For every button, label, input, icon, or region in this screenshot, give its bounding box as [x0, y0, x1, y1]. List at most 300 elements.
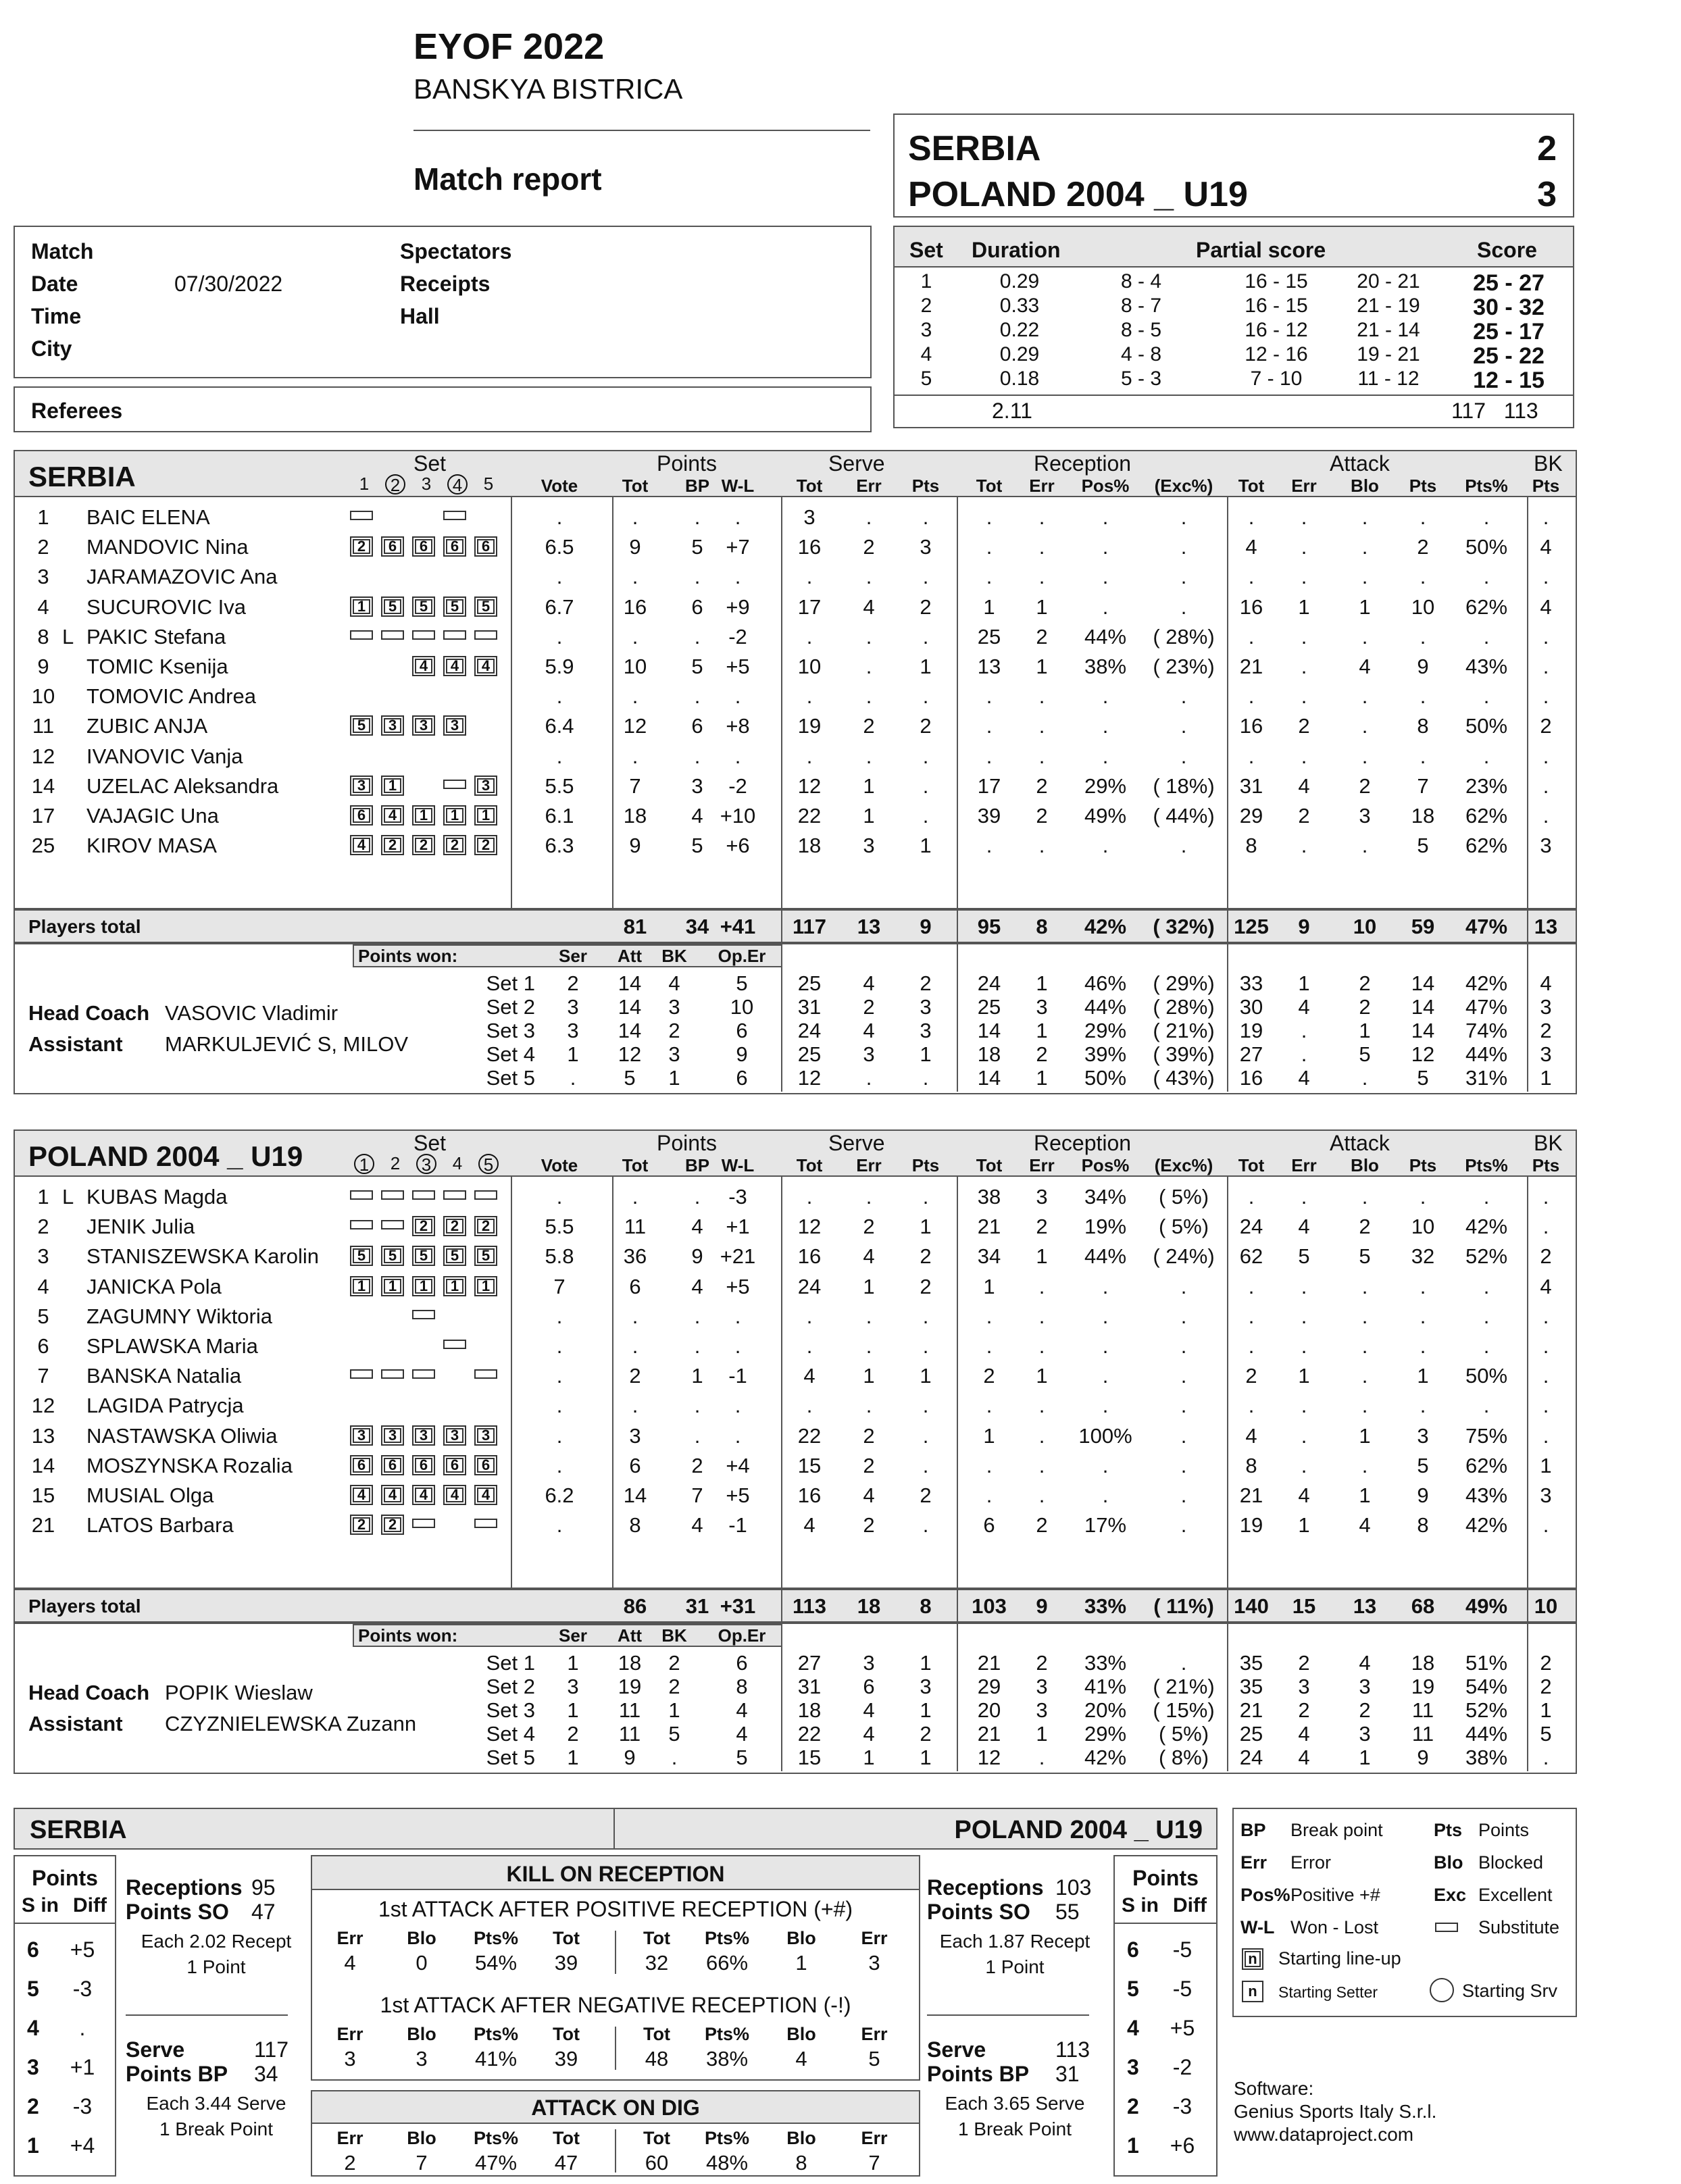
stat-cell: -3	[728, 1185, 747, 1209]
stat-cell: 19	[1239, 1513, 1263, 1538]
starting-position: 3	[412, 715, 435, 736]
stat-cell: .	[1038, 505, 1045, 529]
stat-cell: 3	[1540, 834, 1552, 858]
set-row-cell: 5	[736, 971, 748, 995]
stat-cell: .	[1301, 1394, 1307, 1418]
set-cell: 20 - 21	[1357, 270, 1420, 293]
summary-team-b: POLAND 2004 _ U19	[954, 1816, 1203, 1844]
b-each-recept: Each 1.87 Recept	[939, 1931, 1090, 1952]
stat-cell: +21	[720, 1244, 756, 1269]
set-row-cell: 21	[1239, 1698, 1263, 1722]
stat-cell: +6	[726, 834, 750, 858]
player-name: ZUBIC ANJA	[86, 714, 208, 738]
stat-cell: .	[556, 1364, 563, 1388]
a-receptions-value: 95	[251, 1875, 276, 1900]
libero-mark: L	[62, 1185, 74, 1209]
player-name: SUCUROVIC Iva	[86, 594, 246, 619]
stat-cell: .	[922, 1513, 929, 1538]
points-won-label: Points won:	[358, 1625, 458, 1646]
stat-cell: 1	[920, 655, 932, 678]
a-pointsso-value: 47	[251, 1900, 276, 1924]
starting-position: 5	[412, 1246, 435, 1266]
stat-cell: .	[1180, 744, 1187, 768]
set-number: 5	[483, 474, 494, 494]
substitute-mark	[474, 1519, 497, 1528]
stat-cell: 2	[1298, 714, 1310, 738]
col-header-tot: Tot	[1238, 476, 1265, 496]
stat-cell: 4	[863, 594, 875, 619]
kill-value: 3	[868, 1951, 880, 1975]
set-cell: 11 - 12	[1357, 367, 1420, 390]
set-row-cell: ( 5%)	[1158, 1722, 1209, 1746]
attack-header: Attack	[1330, 451, 1390, 476]
stat-cell: 22	[797, 804, 822, 828]
stat-cell: .	[1301, 684, 1307, 709]
set-row-cell: 12	[618, 1042, 642, 1066]
player-name: ZAGUMNY Wiktoria	[86, 1304, 273, 1328]
stat-cell: .	[1248, 1334, 1255, 1358]
stat-cell: .	[556, 1304, 563, 1328]
stat-cell: 4	[803, 1364, 816, 1388]
stat-cell: ( 5%)	[1158, 1215, 1209, 1239]
substitute-mark	[412, 1190, 435, 1200]
stat-cell: 7	[553, 1274, 566, 1298]
stat-cell: ( 5%)	[1158, 1185, 1209, 1209]
set-cell: 4	[920, 343, 932, 365]
stat-cell: .	[1180, 505, 1187, 529]
col-header-pts: Pts	[1532, 1155, 1560, 1175]
stat-cell: 12	[797, 1215, 822, 1239]
stat-cell: 2	[1359, 773, 1371, 798]
set-row-cell: 16	[1239, 1066, 1263, 1090]
legend-desc: Excellent	[1478, 1885, 1553, 1905]
set-row-cell: 47%	[1465, 995, 1508, 1019]
stat-cell: 4	[1540, 594, 1552, 619]
stat-cell: 6	[983, 1513, 995, 1538]
total-cell: 9	[920, 915, 932, 938]
total-cell: 9	[1298, 915, 1310, 938]
set-cell: 0.29	[999, 270, 1040, 293]
b-pointsso-value: 55	[1055, 1900, 1080, 1924]
starting-position: 5	[443, 596, 466, 617]
starting-position: 6	[350, 805, 373, 826]
software-url: www.dataproject.com	[1234, 2124, 1414, 2145]
stat-cell: .	[734, 1334, 741, 1358]
kill-col-header: Pts%	[704, 1928, 750, 1948]
stat-cell: .	[922, 565, 929, 589]
set-row-cell: 1	[1540, 1066, 1552, 1090]
a-serve-value: 117	[254, 2037, 289, 2062]
stat-cell: .	[1420, 1185, 1426, 1209]
stat-cell: 19%	[1084, 1215, 1127, 1239]
set-row-cell: .	[1180, 1651, 1187, 1675]
starting-position: 5	[350, 715, 373, 736]
substitute-mark	[412, 630, 435, 640]
set-row-cell: 3	[920, 1675, 932, 1698]
hall-label: Hall	[400, 304, 440, 328]
set-row-cell: 4	[863, 1698, 875, 1722]
set-row-cell: 2	[1298, 1698, 1310, 1722]
stat-cell: 1	[1036, 655, 1048, 678]
serve-header: Serve	[828, 1131, 885, 1155]
head-coach-name: POPIK Wieslaw	[165, 1681, 313, 1704]
legend-abbr: Pts	[1434, 1820, 1463, 1840]
starting-position: 1	[474, 805, 497, 826]
stat-cell: 2	[863, 535, 875, 559]
stat-cell: .	[986, 714, 993, 738]
player-number: 25	[31, 834, 55, 858]
player-name: LATOS Barbara	[86, 1513, 234, 1538]
stat-cell: -1	[728, 1513, 747, 1538]
stat-cell: .	[1301, 1274, 1307, 1298]
starting-position: 1	[412, 1276, 435, 1296]
rotation-number: 2	[1127, 2094, 1139, 2118]
stat-cell: .	[734, 744, 741, 768]
a-serve-label: Serve	[126, 2037, 185, 2062]
set-score: 25 - 22	[1473, 343, 1545, 369]
players-total-label: Players total	[28, 1596, 141, 1617]
col-header-vote: Vote	[541, 476, 578, 496]
set-row-cell: 24	[977, 971, 1001, 995]
stat-cell: .	[806, 624, 813, 649]
stat-cell: .	[694, 1185, 701, 1209]
set-row-cell: 6	[736, 1651, 748, 1675]
report-title: Match report	[413, 161, 602, 197]
col-header-pos: Pos%	[1081, 1155, 1130, 1175]
legend-desc: Blocked	[1478, 1852, 1544, 1873]
stat-cell: 5	[691, 535, 703, 559]
total-cell: 18	[857, 1594, 881, 1618]
set-cell: 3	[920, 319, 932, 341]
set-row-cell: 44%	[1084, 995, 1127, 1019]
b-pointsso-label: Points SO	[927, 1900, 1030, 1924]
rotation-diff: -2	[1172, 2055, 1193, 2079]
city-label: City	[31, 336, 72, 361]
set-row-cell: 19	[618, 1675, 642, 1698]
stat-cell: .	[1361, 1394, 1368, 1418]
stat-cell: 1	[863, 804, 875, 828]
stat-cell: .	[734, 684, 741, 709]
set-row-cell: 6	[863, 1675, 875, 1698]
legend-desc: Break point	[1290, 1820, 1383, 1840]
starting-position: 4	[443, 656, 466, 676]
set-row-label: Set 2	[486, 1675, 535, 1698]
referees-box	[14, 386, 872, 432]
sets-total-score: 117 113	[1451, 399, 1538, 423]
set-row-cell: 31	[797, 995, 822, 1019]
set-row-cell: 42%	[1465, 971, 1508, 995]
stat-cell: 8	[629, 1513, 641, 1538]
substitute-mark	[381, 630, 404, 640]
set-row-cell: ( 8%)	[1158, 1746, 1209, 1769]
stat-cell: .	[1483, 744, 1490, 768]
starting-position: 4	[350, 1485, 373, 1505]
a-one-point: 1 Point	[186, 1956, 246, 1977]
set-row-cell: 1	[567, 1746, 579, 1769]
stat-cell: .	[1248, 744, 1255, 768]
stat-cell: .	[694, 1423, 701, 1448]
kill-col-header: Pts%	[704, 2024, 750, 2044]
set-row-cell: 39%	[1084, 1042, 1127, 1066]
col-header-tot: Tot	[1238, 1155, 1265, 1175]
starting-position: 1	[412, 805, 435, 826]
column-divider	[1227, 909, 1228, 943]
set-row-cell: 1	[1298, 971, 1310, 995]
stat-cell: .	[922, 1453, 929, 1477]
dig-value: 7	[416, 2151, 428, 2175]
stat-cell: .	[986, 505, 993, 529]
set-row-cell: 22	[797, 1722, 822, 1746]
sets-total-duration: 2.11	[992, 399, 1032, 423]
column-divider	[957, 1646, 958, 1771]
stat-cell: .	[556, 1513, 563, 1538]
stat-cell: .	[1542, 1364, 1549, 1388]
stat-cell: 24	[1239, 1215, 1263, 1239]
dig-col-header: Err	[861, 2128, 888, 2148]
rotation-box-poland	[1113, 1855, 1218, 2177]
stat-cell: 21	[1239, 1483, 1263, 1507]
stat-cell: .	[806, 744, 813, 768]
rotation-points-label: Points	[1132, 1866, 1199, 1890]
dig-value: 8	[795, 2151, 807, 2175]
starting-position: 6	[412, 1455, 435, 1475]
column-divider	[1527, 1589, 1528, 1623]
stat-cell: .	[1420, 505, 1426, 529]
b-pointsbp-label: Points BP	[927, 2062, 1030, 2086]
a-each-recept: Each 2.02 Recept	[141, 1931, 292, 1952]
stat-cell: 1	[1298, 594, 1310, 619]
set-row-cell: 44%	[1465, 1042, 1508, 1066]
substitute-mark	[474, 630, 497, 640]
stat-cell: .	[1180, 1334, 1187, 1358]
set-row-cell: 1	[567, 1651, 579, 1675]
stat-cell: 14	[623, 1483, 647, 1507]
col-header-blo: Blo	[1351, 476, 1379, 496]
set-row-cell: 4	[863, 1722, 875, 1746]
stat-cell: 42%	[1465, 1513, 1508, 1538]
column-divider	[957, 966, 958, 1092]
stat-cell: 4	[863, 1483, 875, 1507]
kill-col-header: Tot	[553, 1928, 580, 1948]
player-name: UZELAC Aleksandra	[86, 773, 279, 798]
date-value: 07/30/2022	[174, 272, 283, 296]
stat-cell: .	[1361, 744, 1368, 768]
dig-title: ATTACK ON DIG	[531, 2096, 700, 2120]
stat-cell: 4	[691, 1513, 703, 1538]
stat-cell: .	[632, 505, 638, 529]
starting-position: 2	[443, 1216, 466, 1236]
set-row-cell: 42%	[1084, 1746, 1127, 1769]
stat-cell: .	[1180, 684, 1187, 709]
stat-cell: 2	[863, 1513, 875, 1538]
stat-cell: .	[1180, 834, 1187, 858]
stat-cell: ( 23%)	[1153, 655, 1215, 678]
player-name: KIROV MASA	[86, 834, 217, 858]
stat-cell: .	[1361, 624, 1368, 649]
stat-cell: .	[865, 744, 872, 768]
total-cell: 103	[972, 1594, 1007, 1618]
stat-cell: 18	[623, 804, 647, 828]
starting-position: 3	[412, 1425, 435, 1446]
set-row-cell: 9	[736, 1042, 748, 1066]
stat-cell: .	[922, 773, 929, 798]
column-divider	[1527, 1646, 1528, 1771]
stat-cell: 16	[797, 535, 822, 559]
kill-value: 5	[868, 2047, 880, 2071]
stat-cell: 62%	[1465, 1453, 1508, 1477]
stat-cell: 1	[1298, 1513, 1310, 1538]
kill-value: 38%	[705, 2047, 749, 2071]
set-row-cell: 3	[668, 995, 680, 1019]
column-divider	[1527, 966, 1528, 1092]
stat-cell: .	[1102, 1364, 1109, 1388]
player-name: MANDOVIC Nina	[86, 535, 249, 559]
stat-cell: .	[1361, 714, 1368, 738]
b-one-point: 1 Point	[985, 1956, 1045, 1977]
stat-cell: 6.7	[545, 594, 574, 619]
column-divider	[1527, 909, 1528, 943]
set-score: 25 - 17	[1473, 319, 1545, 345]
legend-desc: Positive +#	[1290, 1885, 1380, 1905]
starting-position: 2	[443, 835, 466, 855]
stat-cell: 44%	[1084, 624, 1127, 649]
stat-cell: 2	[1036, 1513, 1048, 1538]
set-row-cell: 14	[618, 971, 642, 995]
stat-cell: 16	[797, 1244, 822, 1269]
stat-cell: +10	[720, 804, 756, 828]
rotation-divider	[1115, 1923, 1216, 1924]
stat-cell: 13	[977, 655, 1001, 678]
stat-cell: .	[1542, 1513, 1549, 1538]
stat-cell: ( 28%)	[1153, 624, 1215, 649]
col-header-pts: Pts	[1409, 1155, 1437, 1175]
stat-cell: .	[1420, 1394, 1426, 1418]
kill-col-header: Err	[336, 2024, 363, 2044]
stat-cell: 5.5	[545, 773, 574, 798]
set-row-cell: ( 39%)	[1153, 1042, 1215, 1066]
set-row-cell: 3	[1036, 1698, 1048, 1722]
referees-label: Referees	[31, 399, 123, 423]
col-header-tot: Tot	[796, 476, 823, 496]
set-row-cell: 33%	[1084, 1651, 1127, 1675]
set-row-cell: 2	[863, 995, 875, 1019]
stat-cell: 3	[863, 834, 875, 858]
set-row-label: Set 3	[486, 1698, 535, 1722]
set-number: 4	[452, 1153, 463, 1173]
stat-cell: 1	[1540, 1453, 1552, 1477]
starting-position: 1	[381, 776, 404, 796]
ser-header: Ser	[559, 1625, 587, 1646]
set-number: 1	[359, 474, 370, 494]
starting-position: 2	[412, 1216, 435, 1236]
legend-setter-box: n	[1242, 1981, 1263, 2002]
stat-cell: 4	[863, 1244, 875, 1269]
set-row-cell: 2	[567, 1722, 579, 1746]
stat-cell: 2	[1245, 1364, 1257, 1388]
stat-cell: .	[986, 834, 993, 858]
time-label: Time	[31, 304, 82, 328]
set-row-cell: 30	[1239, 995, 1263, 1019]
stat-cell: 5	[691, 655, 703, 678]
stat-cell: .	[1180, 565, 1187, 589]
stat-cell: .	[1361, 535, 1368, 559]
starting-position: 3	[381, 1425, 404, 1446]
legend-starting-lineup: Starting line-up	[1278, 1948, 1401, 1969]
stat-cell: 2	[863, 1423, 875, 1448]
stat-cell: .	[1361, 1334, 1368, 1358]
set-row-cell: 1	[920, 1042, 932, 1066]
stat-cell: .	[1102, 714, 1109, 738]
set-row-cell: 1	[1036, 1066, 1048, 1090]
col-header-wl: W-L	[721, 1155, 755, 1175]
set-row-cell: 1	[668, 1698, 680, 1722]
kill-col-header: Tot	[553, 2024, 580, 2044]
stat-cell: 29%	[1084, 773, 1127, 798]
reception-header: Reception	[1034, 1131, 1132, 1155]
dig-col-header: Blo	[786, 2128, 816, 2148]
stat-cell: 31	[1239, 773, 1263, 798]
set-row-cell: 2	[920, 1722, 932, 1746]
set-row-cell: 2	[1540, 1651, 1552, 1675]
total-cell: 86	[623, 1594, 647, 1618]
stat-cell: 39	[977, 804, 1001, 828]
stat-cell: 4	[691, 1215, 703, 1239]
player-number: 1	[37, 505, 49, 529]
rotation-diff: -5	[1172, 1977, 1193, 2001]
set-row-cell: 24	[1239, 1746, 1263, 1769]
column-divider	[957, 909, 958, 943]
legend-desc: Error	[1290, 1852, 1331, 1873]
stat-cell: .	[694, 505, 701, 529]
starting-position: 1	[350, 596, 373, 617]
kill-separator	[615, 1931, 616, 1974]
starting-position: 4	[412, 656, 435, 676]
set-row-cell: 5	[1417, 1066, 1429, 1090]
stat-cell: 34%	[1084, 1185, 1127, 1209]
legend-starting-setter: Starting Setter	[1278, 1983, 1378, 2001]
stat-cell: .	[1420, 1304, 1426, 1328]
date-label: Date	[31, 272, 78, 296]
stat-cell: 21	[977, 1215, 1001, 1239]
stat-cell: 75%	[1465, 1423, 1508, 1448]
kill-value: 0	[416, 1951, 428, 1975]
stat-cell: 17	[977, 773, 1001, 798]
stat-cell: 3	[691, 773, 703, 798]
set-row-cell: 74%	[1465, 1019, 1508, 1042]
substitute-mark	[474, 1369, 497, 1379]
set-row-cell: 4	[1298, 995, 1310, 1019]
assistant-name: MARKULJEVIĆ S, MILOV	[165, 1032, 409, 1056]
stat-cell: ( 44%)	[1153, 804, 1215, 828]
stat-cell: .	[1301, 655, 1307, 678]
set-cell: 5 - 3	[1120, 367, 1162, 390]
stat-cell: 38	[977, 1185, 1001, 1209]
set-row-cell: .	[1542, 1746, 1549, 1769]
set-row-cell: 9	[1417, 1746, 1429, 1769]
stat-cell: .	[1038, 744, 1045, 768]
stat-cell: .	[1301, 834, 1307, 858]
set-row-cell: 25	[797, 1042, 822, 1066]
stat-cell: .	[865, 1304, 872, 1328]
stat-cell: .	[1542, 505, 1549, 529]
stat-cell: 6	[629, 1453, 641, 1477]
stat-cell: .	[1301, 535, 1307, 559]
stat-cell: 5	[1298, 1244, 1310, 1269]
stat-cell: .	[694, 1334, 701, 1358]
total-cell: 59	[1411, 915, 1435, 938]
set-row-label: Set 2	[486, 995, 535, 1019]
player-name: MOSZYNSKA Rozalia	[86, 1453, 293, 1477]
